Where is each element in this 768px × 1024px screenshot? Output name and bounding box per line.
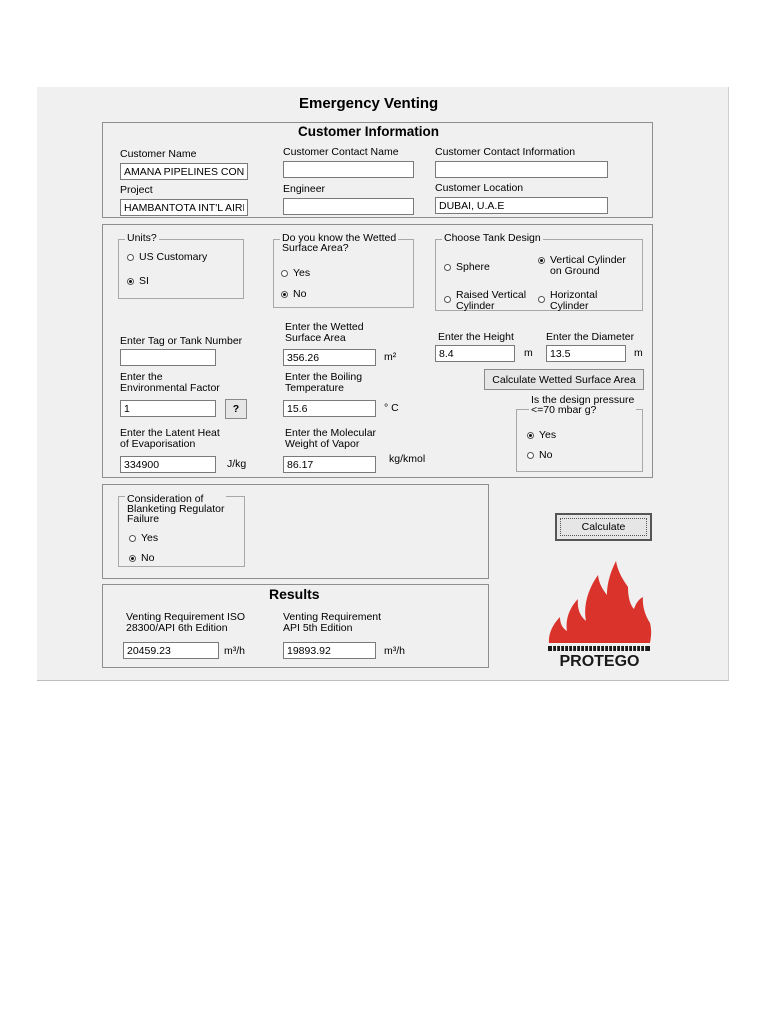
radio-icon bbox=[538, 296, 545, 303]
molecular-weight-unit: kg/kmol bbox=[389, 453, 426, 465]
design-pressure-yes-radio[interactable]: Yes bbox=[527, 430, 556, 441]
tank-raised-vertical-radio[interactable]: Raised Vertical Cylinder bbox=[444, 290, 526, 312]
customer-info-panel bbox=[102, 122, 653, 218]
contact-name-input[interactable] bbox=[283, 161, 414, 178]
customer-name-input[interactable] bbox=[120, 163, 248, 180]
blanketing-yes-radio[interactable]: Yes bbox=[129, 533, 158, 544]
boiling-temp-label: Enter the Boiling Temperature bbox=[285, 371, 363, 394]
calculate-wetted-area-button[interactable]: Calculate Wetted Surface Area bbox=[484, 369, 644, 390]
blanketing-panel bbox=[102, 484, 489, 579]
units-si-radio[interactable]: SI bbox=[127, 276, 149, 287]
wetted-known-title: Do you know the Wetted Surface Area? bbox=[282, 232, 397, 254]
tank-vertical-cylinder-radio[interactable]: Vertical Cylinder on Ground bbox=[538, 255, 626, 277]
window-title: Emergency Venting bbox=[299, 95, 439, 112]
latent-heat-input[interactable] bbox=[120, 456, 216, 473]
contact-info-label: Customer Contact Information bbox=[435, 146, 576, 158]
tank-design-title: Choose Tank Design bbox=[444, 232, 541, 244]
blanketing-no-radio[interactable]: No bbox=[129, 553, 154, 564]
wetted-area-input[interactable] bbox=[283, 349, 376, 366]
design-pressure-group bbox=[516, 394, 643, 472]
project-label: Project bbox=[120, 184, 153, 196]
radio-selected-icon bbox=[127, 278, 134, 285]
wetted-area-label: Enter the Wetted Surface Area bbox=[285, 321, 364, 344]
customer-name-label: Customer Name bbox=[120, 148, 197, 160]
engineer-input[interactable] bbox=[283, 198, 414, 215]
radio-selected-icon bbox=[527, 432, 534, 439]
protego-logo bbox=[546, 559, 653, 669]
units-group bbox=[118, 232, 244, 299]
tank-parameters-panel bbox=[102, 224, 653, 478]
design-pressure-no-radio[interactable]: No bbox=[527, 450, 552, 461]
engineer-label: Engineer bbox=[283, 183, 326, 195]
contact-name-label: Customer Contact Name bbox=[283, 146, 399, 158]
units-us-customary-radio[interactable]: US Customary bbox=[127, 252, 207, 263]
tank-horizontal-cylinder-radio[interactable]: Horizontal Cylinder bbox=[538, 290, 597, 312]
tag-input[interactable] bbox=[120, 349, 216, 366]
flame-icon bbox=[546, 559, 653, 669]
iso-requirement-label: Venting Requirement ISO 28300/API 6th Edition bbox=[126, 611, 246, 634]
radio-icon bbox=[127, 254, 134, 261]
radio-icon bbox=[444, 264, 451, 271]
height-unit: m bbox=[524, 347, 533, 359]
wetted-known-yes-radio[interactable]: Yes bbox=[281, 268, 310, 279]
api-requirement-label: Venting Requirement API 5th Edition bbox=[283, 611, 382, 634]
blanketing-group bbox=[118, 493, 245, 567]
location-label: Customer Location bbox=[435, 182, 524, 194]
boiling-temp-input[interactable] bbox=[283, 400, 376, 417]
radio-icon bbox=[444, 296, 451, 303]
environmental-factor-label: Enter the Environmental Factor bbox=[120, 371, 220, 394]
height-input[interactable] bbox=[435, 345, 515, 362]
wetted-known-no-radio[interactable]: No bbox=[281, 289, 306, 300]
radio-selected-icon bbox=[129, 555, 136, 562]
height-label: Enter the Height bbox=[438, 331, 514, 343]
tag-label: Enter Tag or Tank Number bbox=[120, 335, 243, 347]
radio-selected-icon bbox=[281, 291, 288, 298]
project-input[interactable] bbox=[120, 199, 248, 216]
diameter-unit: m bbox=[634, 347, 643, 359]
environmental-factor-input[interactable] bbox=[120, 400, 216, 417]
tank-design-group bbox=[435, 232, 643, 312]
tank-sphere-radio[interactable]: Sphere bbox=[444, 262, 490, 273]
radio-icon bbox=[129, 535, 136, 542]
iso-requirement-output[interactable] bbox=[123, 642, 219, 659]
calculate-button[interactable]: Calculate bbox=[555, 513, 652, 541]
environmental-factor-help-button[interactable]: ? bbox=[225, 399, 247, 419]
latent-heat-unit: J/kg bbox=[227, 458, 247, 470]
results-panel bbox=[102, 584, 489, 668]
emergency-venting-window bbox=[37, 87, 729, 681]
logo-text: PROTEGO bbox=[559, 653, 640, 669]
molecular-weight-label: Enter the Molecular Weight of Vapor bbox=[285, 427, 377, 450]
units-group-title: Units? bbox=[127, 232, 157, 244]
latent-heat-label: Enter the Latent Heat of Evaporisation bbox=[120, 427, 220, 450]
diameter-input[interactable] bbox=[546, 345, 626, 362]
radio-icon bbox=[527, 452, 534, 459]
wetted-area-unit: m² bbox=[384, 351, 397, 363]
location-input[interactable] bbox=[435, 197, 608, 214]
results-title: Results bbox=[269, 586, 320, 602]
api-requirement-unit: m³/h bbox=[384, 645, 405, 657]
boiling-temp-unit: ° C bbox=[384, 402, 399, 414]
iso-requirement-unit: m³/h bbox=[224, 645, 245, 657]
molecular-weight-input[interactable] bbox=[283, 456, 376, 473]
wetted-known-group bbox=[273, 232, 414, 308]
blanketing-title: Consideration of Blanketing Regulator Failure bbox=[127, 493, 225, 525]
customer-info-title: Customer Information bbox=[298, 124, 440, 139]
api-requirement-output[interactable] bbox=[283, 642, 376, 659]
diameter-label: Enter the Diameter bbox=[546, 331, 635, 343]
design-pressure-title: Is the design pressure <=70 mbar g? bbox=[531, 394, 635, 416]
radio-selected-icon bbox=[538, 257, 545, 264]
radio-icon bbox=[281, 270, 288, 277]
contact-info-input[interactable] bbox=[435, 161, 608, 178]
